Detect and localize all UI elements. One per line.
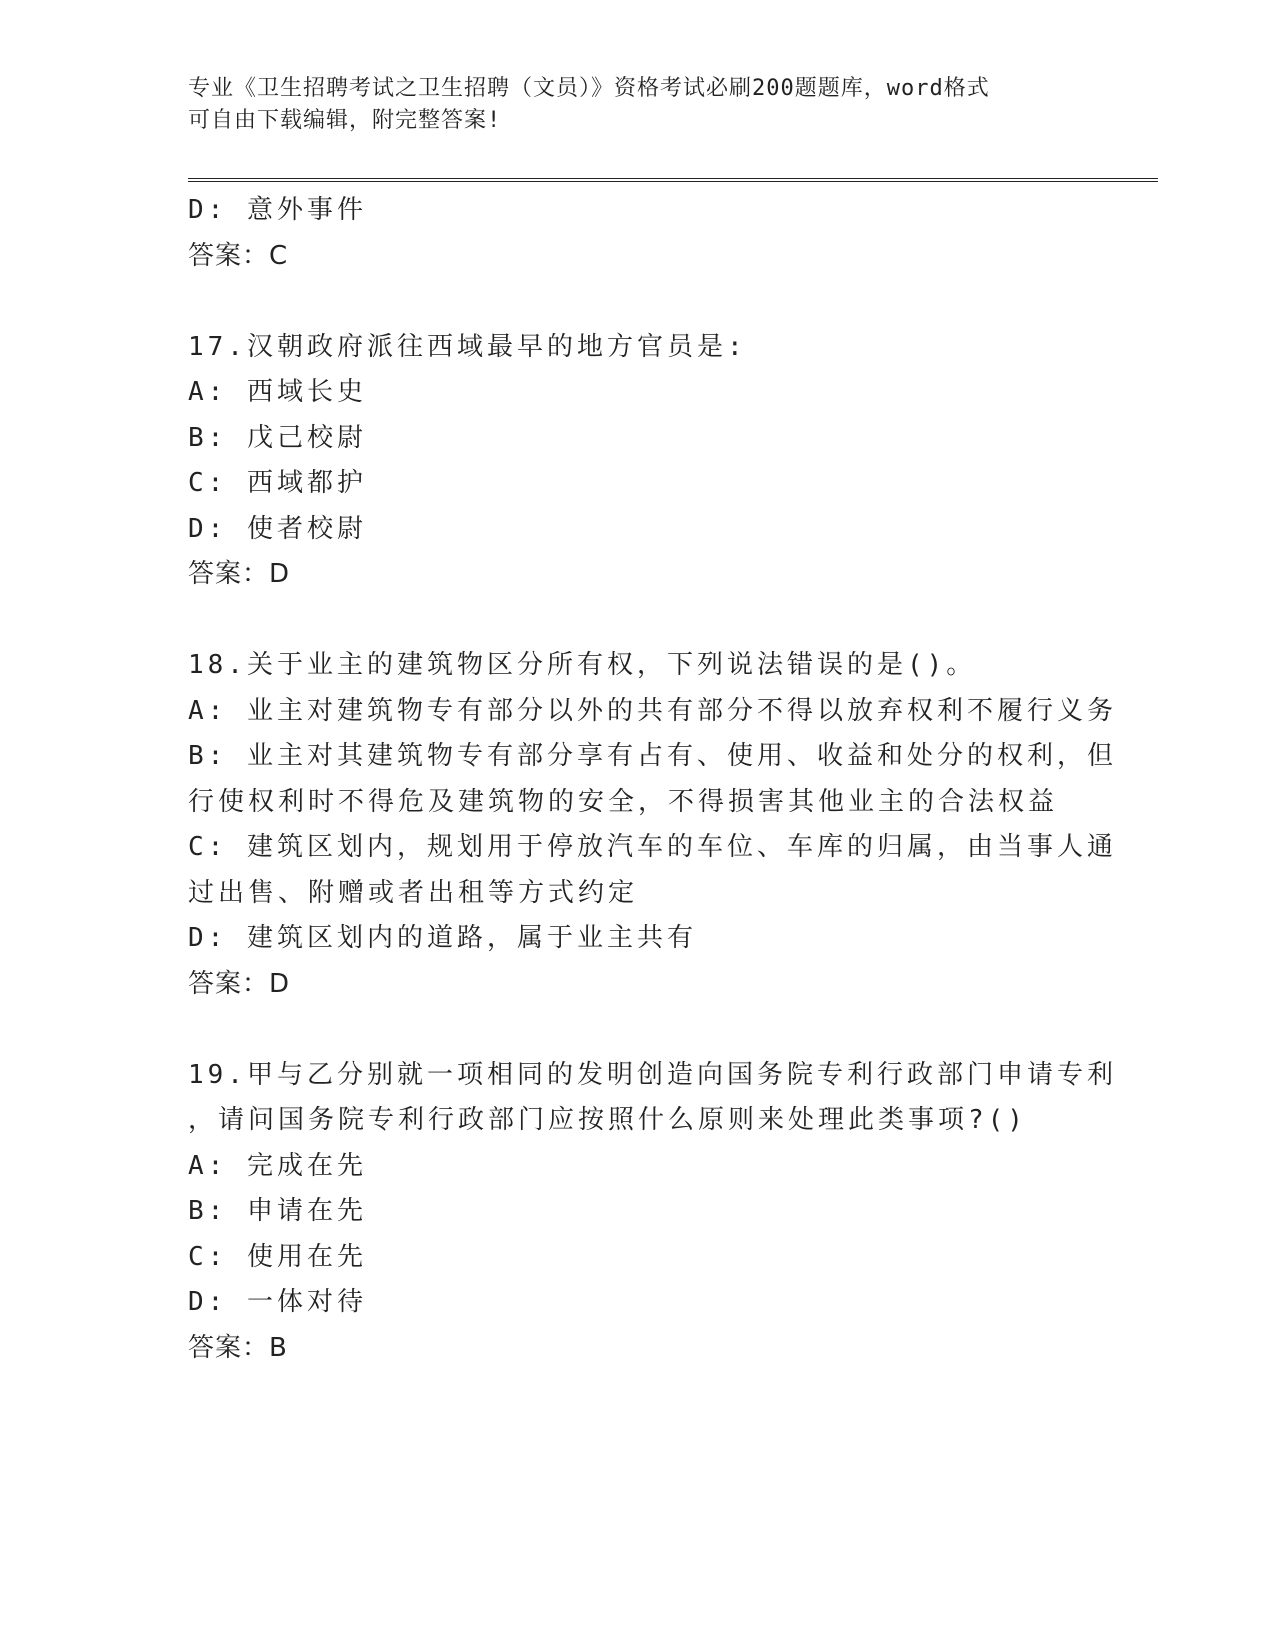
q17-option-b: B: 戊己校尉 [188,422,367,453]
header-line-2: 可自由下载编辑，附完整答案! [188,108,502,133]
question-content [188,188,1117,1371]
q18-option-b-line-2: 行使权利时不得危及建筑物的安全，不得损害其他业主的合法权益 [188,786,1059,817]
header-line-1: 专业《卫生招聘考试之卫生招聘（文员）》资格考试必刷200题题库，word格式 [188,76,990,101]
q17-stem: 17.汉朝政府派往西域最早的地方官员是: [188,331,747,362]
q18-option-c-line-2: 过出售、附赠或者出租等方式约定 [188,877,639,908]
q17-answer: 答案：D [188,559,291,589]
q18-answer: 答案：D [188,968,291,999]
spacer [188,279,1088,325]
spacer [188,598,1088,644]
spacer [188,1007,1088,1053]
q18-option-c-line-1: C: 建筑区划内，规划用于停放汽车的车位、车库的归属，由当事人通 [188,832,1117,862]
q18-option-d: D: 建筑区划内的道路，属于业主共有 [188,923,697,953]
prev-option-d: D: 意外事件 [188,195,367,225]
q17-option-c: C: 西域都护 [188,468,367,498]
q19-answer: 答案：B [188,1332,288,1363]
q19-option-a: A: 完成在先 [188,1150,367,1181]
q19-option-b: B: 申请在先 [188,1196,367,1226]
q17-option-a: A: 西域长史 [188,377,367,407]
document-header [188,73,1068,137]
q19-option-c: C: 使用在先 [188,1241,367,1272]
q19-stem-line-2: ，请问国务院专利行政部门应按照什么原则来处理此类事项?() [188,1105,1027,1135]
q17-option-d: D: 使者校尉 [188,513,367,544]
prev-answer: 答案：C [188,240,289,271]
q18-option-b-line-1: B: 业主对其建筑物专有部分享有占有、使用、收益和处分的权利，但 [188,741,1117,771]
q18-stem: 18.关于业主的建筑物区分所有权，下列说法错误的是()。 [188,650,977,680]
q19-stem-line-1: 19.甲与乙分别就一项相同的发明创造向国务院专利行政部门申请专利 [188,1059,1117,1090]
q19-option-d: D: 一体对待 [188,1287,367,1317]
q18-option-a: A: 业主对建筑物专有部分以外的共有部分不得以放弃权利不履行义务 [188,695,1117,726]
header-divider [188,178,1158,182]
